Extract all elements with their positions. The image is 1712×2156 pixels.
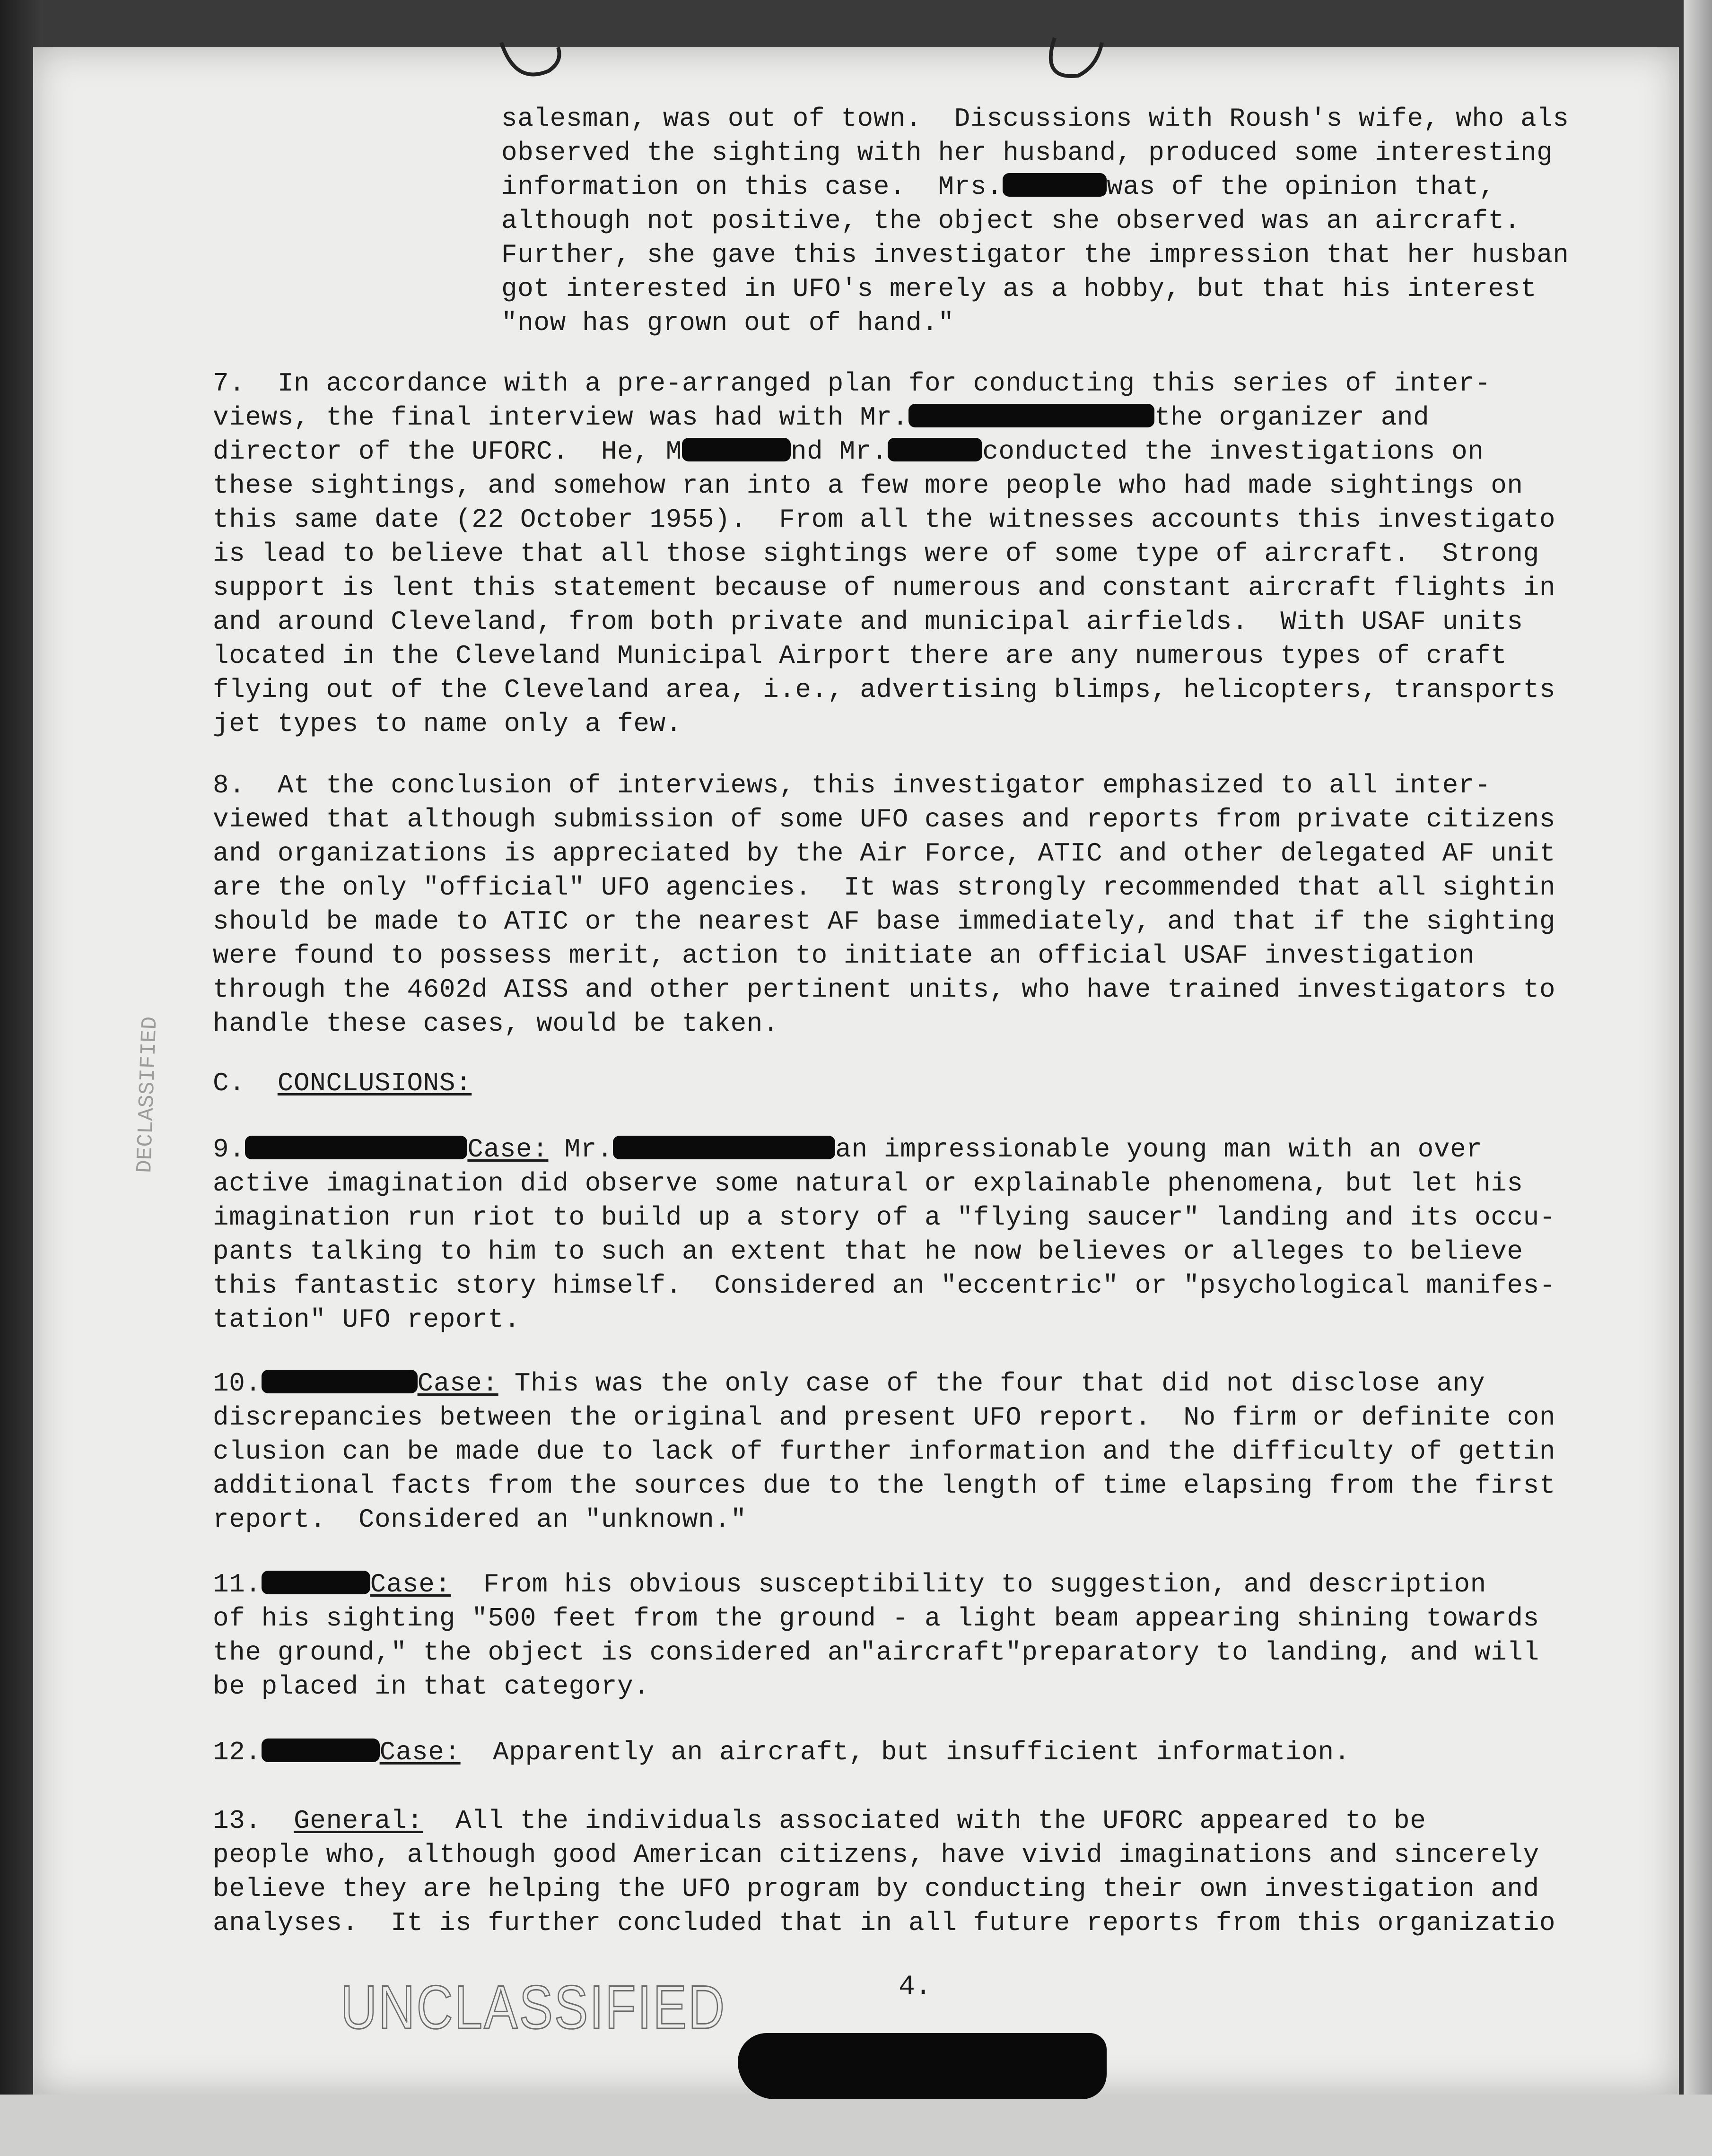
text-line bbox=[213, 802, 1555, 836]
text-run: director of the UFORC. He, M bbox=[213, 436, 682, 467]
paragraph-p8 bbox=[213, 768, 1555, 1041]
paragraph-p-cont bbox=[501, 102, 1569, 340]
text-run: be placed in that category. bbox=[213, 1671, 650, 1702]
text-line bbox=[213, 366, 1555, 400]
text-run: active imagination did observe some natural or explainable phenomena, but let his bbox=[213, 1168, 1523, 1199]
text-line bbox=[213, 707, 1555, 741]
unclassified-stamp: UNCLASSIFIED bbox=[341, 1973, 726, 2042]
text-run: information on this case. Mrs. bbox=[501, 172, 1003, 202]
text-run: tation" UFO report. bbox=[213, 1304, 520, 1335]
text-line bbox=[213, 537, 1555, 571]
scan-right-edge bbox=[1684, 0, 1712, 2156]
paragraph-heading-c bbox=[213, 1066, 472, 1100]
text-line bbox=[213, 973, 1555, 1007]
text-run: was of the opinion that, bbox=[1107, 172, 1495, 202]
text-line bbox=[213, 1303, 1555, 1337]
text-line bbox=[501, 272, 1569, 306]
text-line bbox=[213, 639, 1555, 673]
text-line bbox=[213, 904, 1555, 939]
text-run: views, the final interview was had with Mr. bbox=[213, 402, 908, 433]
text-run: 10. bbox=[213, 1368, 262, 1399]
text-run: "now has grown out of hand." bbox=[501, 308, 954, 338]
text-run: Mr. bbox=[548, 1134, 613, 1165]
text-run: 13. bbox=[213, 1806, 294, 1836]
text-run: imagination run riot to build up a story of a "flying saucer" landing and its occu- bbox=[213, 1202, 1556, 1233]
text-run: handle these cases, would be taken. bbox=[213, 1008, 779, 1039]
redaction-bar bbox=[262, 1571, 370, 1594]
redaction-bar bbox=[245, 1136, 467, 1159]
paragraph-p9 bbox=[213, 1132, 1555, 1337]
text-line bbox=[213, 1804, 1555, 1838]
text-line bbox=[213, 1635, 1539, 1669]
text-run: Further, she gave this investigator the impression that her husban bbox=[501, 240, 1569, 270]
text-run: report. Considered an "unknown." bbox=[213, 1504, 747, 1535]
text-line bbox=[501, 102, 1569, 136]
text-line bbox=[213, 870, 1555, 904]
text-line bbox=[213, 605, 1555, 639]
text-run: 11. bbox=[213, 1569, 262, 1600]
text-run: should be made to ATIC or the nearest AF base immediately, and that if the sighting bbox=[213, 906, 1556, 937]
text-run: salesman, was out of town. Discussions with Roush's wife, who als bbox=[501, 104, 1569, 134]
text-run: people who, although good American citizens, have vivid imaginations and sincerely bbox=[213, 1840, 1539, 1870]
redaction-bar bbox=[682, 438, 791, 461]
text-run: 9. bbox=[213, 1134, 245, 1165]
text-line bbox=[213, 503, 1555, 537]
page-number: 4. bbox=[899, 1972, 932, 2002]
text-line bbox=[213, 1503, 1555, 1537]
text-line bbox=[501, 170, 1569, 204]
text-run: discrepancies between the original and present UFO report. No firm or definite con bbox=[213, 1402, 1556, 1433]
text-run: additional facts from the sources due to the length of time elapsing from the first bbox=[213, 1470, 1556, 1501]
text-line bbox=[501, 306, 1569, 340]
text-run: and around Cleveland, from both private and municipal airfields. With USAF units bbox=[213, 607, 1523, 637]
text-run: All the individuals associated with the UFORC appeared to be bbox=[423, 1806, 1426, 1836]
underlined-text: Case: bbox=[379, 1737, 461, 1767]
text-run: an impressionable young man with an over bbox=[835, 1134, 1483, 1165]
text-line bbox=[213, 1567, 1539, 1601]
redaction-blot bbox=[738, 2033, 1107, 2099]
text-run: clusion can be made due to lack of further information and the difficulty of gettin bbox=[213, 1436, 1556, 1467]
text-run: is lead to believe that all those sightings were of some type of aircraft. Strong bbox=[213, 539, 1539, 569]
text-line bbox=[213, 939, 1555, 973]
text-run: these sightings, and somehow ran into a few more people who had made sightings on bbox=[213, 470, 1523, 501]
text-run: this same date (22 October 1955). From all the witnesses accounts this investigato bbox=[213, 504, 1556, 535]
text-line bbox=[501, 204, 1569, 238]
text-run: 12. bbox=[213, 1737, 262, 1767]
underlined-text: CONCLUSIONS: bbox=[277, 1068, 472, 1098]
paragraph-p7 bbox=[213, 366, 1555, 741]
text-run: and organizations is appreciated by the Air Force, ATIC and other delegated AF unit bbox=[213, 838, 1556, 869]
text-run: Apparently an aircraft, but insufficient information. bbox=[460, 1737, 1350, 1767]
text-line bbox=[213, 1735, 1350, 1769]
text-run: 8. At the conclusion of interviews, this investigator emphasized to all inter- bbox=[213, 770, 1491, 800]
text-run: were found to possess merit, action to initiate an official USAF investigation bbox=[213, 940, 1475, 971]
redaction-bar bbox=[262, 1739, 380, 1762]
text-line bbox=[213, 1434, 1555, 1469]
redaction-bar bbox=[908, 404, 1154, 427]
side-declassification-stamp: DECLASSIFIED bbox=[132, 1016, 163, 1174]
text-run: believe they are helping the UFO program by conducting their own investigation and bbox=[213, 1874, 1539, 1904]
text-line bbox=[501, 238, 1569, 272]
text-run: this fantastic story himself. Considered an "eccentric" or "psychological manifes- bbox=[213, 1270, 1556, 1301]
redaction-bar bbox=[613, 1136, 835, 1159]
paragraph-p11 bbox=[213, 1567, 1539, 1704]
text-run: 7. In accordance with a pre-arranged plan for conducting this series of inter- bbox=[213, 368, 1491, 399]
text-run: support is lent this statement because of numerous and constant aircraft flights in bbox=[213, 573, 1556, 603]
underlined-text: Case: bbox=[370, 1569, 451, 1600]
text-line bbox=[213, 1872, 1555, 1906]
redaction-bar bbox=[888, 438, 982, 461]
text-run: analyses. It is further concluded that in all future reports from this organizatio bbox=[213, 1908, 1556, 1938]
text-line bbox=[213, 1906, 1555, 1940]
paragraph-p10 bbox=[213, 1366, 1555, 1537]
text-run: conducted the investigations on bbox=[982, 436, 1484, 467]
text-run: the organizer and bbox=[1154, 402, 1430, 433]
text-run: nd Mr. bbox=[790, 436, 888, 467]
text-line bbox=[213, 1200, 1555, 1234]
text-line bbox=[213, 400, 1555, 435]
scan-bottom-edge bbox=[0, 2095, 1712, 2156]
text-run: although not positive, the object she observed was an aircraft. bbox=[501, 206, 1520, 236]
top-hole-punch-marks bbox=[487, 19, 1140, 90]
text-line bbox=[213, 435, 1555, 469]
text-run: C. bbox=[213, 1068, 278, 1098]
text-line bbox=[213, 1400, 1555, 1434]
text-run: jet types to name only a few. bbox=[213, 709, 682, 739]
text-run: observed the sighting with her husband, produced some interesting bbox=[501, 138, 1553, 168]
underlined-text: Case: bbox=[417, 1368, 498, 1399]
text-line bbox=[213, 1366, 1555, 1400]
underlined-text: Case: bbox=[467, 1134, 549, 1165]
text-line bbox=[213, 1601, 1539, 1635]
text-line bbox=[213, 836, 1555, 870]
text-run: pants talking to him to such an extent that he now believes or alleges to believe bbox=[213, 1236, 1523, 1267]
text-line bbox=[213, 1469, 1555, 1503]
text-line bbox=[213, 1234, 1555, 1269]
paragraph-p13 bbox=[213, 1804, 1555, 1940]
text-line bbox=[213, 673, 1555, 707]
text-run: flying out of the Cleveland area, i.e., advertising blimps, helicopters, transports bbox=[213, 675, 1556, 705]
text-line bbox=[213, 1132, 1555, 1166]
text-line bbox=[213, 1669, 1539, 1704]
text-run: From his obvious susceptibility to suggestion, and description bbox=[451, 1569, 1486, 1600]
text-line bbox=[213, 1269, 1555, 1303]
text-run: located in the Cleveland Municipal Airport there are any numerous types of craft bbox=[213, 641, 1507, 671]
paragraph-p12 bbox=[213, 1735, 1350, 1769]
text-run: This was the only case of the four that did not disclose any bbox=[498, 1368, 1485, 1399]
text-line bbox=[501, 136, 1569, 170]
text-run: got interested in UFO's merely as a hobby, but that his interest bbox=[501, 274, 1537, 304]
text-run: through the 4602d AISS and other pertinent units, who have trained investigators to bbox=[213, 974, 1556, 1005]
underlined-text: General: bbox=[294, 1806, 423, 1836]
text-run: viewed that although submission of some UFO cases and reports from private citizens bbox=[213, 804, 1556, 835]
text-run: the ground," the object is considered an"aircraft"preparatory to landing, and will bbox=[213, 1637, 1539, 1668]
text-line bbox=[213, 469, 1555, 503]
text-run: of his sighting "500 feet from the ground - a light beam appearing shining towards bbox=[213, 1603, 1539, 1634]
text-line bbox=[213, 1166, 1555, 1200]
text-line bbox=[213, 571, 1555, 605]
redaction-bar bbox=[1003, 173, 1107, 197]
text-line bbox=[213, 768, 1555, 802]
text-line bbox=[213, 1066, 472, 1100]
text-line bbox=[213, 1838, 1555, 1872]
text-run: are the only "official" UFO agencies. It was strongly recommended that all sightin bbox=[213, 872, 1556, 903]
redaction-bar bbox=[262, 1370, 418, 1393]
text-line bbox=[213, 1007, 1555, 1041]
